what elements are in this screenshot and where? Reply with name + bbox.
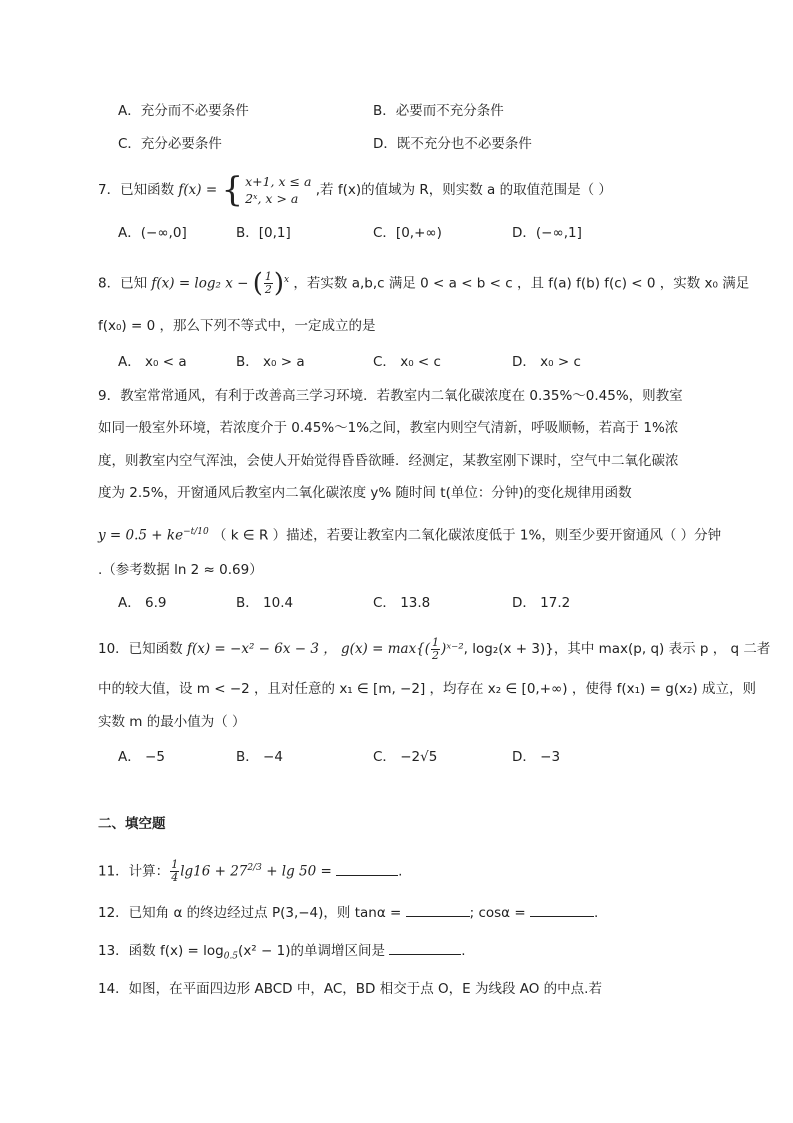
q12-stem xyxy=(98,902,598,923)
q6-option-a: A．充分而不必要条件 xyxy=(118,103,249,119)
q13-stem xyxy=(98,940,466,967)
q7-case-1: x+1, x ≤ a xyxy=(245,174,312,189)
q10-stem xyxy=(98,633,770,665)
q7-prefix: 7．已知函数 xyxy=(98,182,175,198)
q7-brace: { xyxy=(221,170,244,210)
q8-exponent: x xyxy=(284,275,290,285)
q10-line2: 中的较大值，设 m < −2 ，且对任意的 x₁ ∈ [m, −2] ，均存在 x₂ ∈ [0,+∞) ，使得 f(x₁) = g(x₂) 成立，则 xyxy=(98,681,756,697)
q7-stem xyxy=(98,170,612,210)
q7-cases xyxy=(245,173,311,207)
q11-expr2: + lg 50 = xyxy=(266,863,332,880)
q8-line2: f(x₀) = 0 ，那么下列不等式中，一定成立的是 xyxy=(98,318,376,334)
q11-exponent: 2/3 xyxy=(247,863,262,873)
q13-end: . xyxy=(461,943,466,959)
q9-option-c: C． 13.8 xyxy=(373,595,431,611)
q8-fraction: $\frac{1}{2}$ xyxy=(264,270,272,296)
q9-line3: 度，则教室内空气浑浊，会使人开始觉得昏昏欲睡．经测定，某教室刚下课时，空气中二氧化碳浓 xyxy=(98,453,679,469)
q9-option-a: A． 6.9 xyxy=(118,595,167,611)
q9-line2: 如同一般室外环境，若浓度介于 0.45%～1%之间，教室内则空气清新，呼吸顺畅，若高于 1%浓 xyxy=(98,420,679,436)
q9-line4: 度为 2.5%，开窗通风后教室内二氧化碳浓度 y% 随时间 t(单位：分钟)的变化规律用函数 xyxy=(98,485,632,501)
q8-stem: 8．已知 f(x) = log₂ x − ( $\frac{1}{2}$ )$^x$ ，若实数 a,b,c 满足 0 < a < b < c ，且 f(a) f(b) f(c) < 0 ，实数 x₀ 满足 xyxy=(98,268,750,299)
q10-option-c: C． −2√5 xyxy=(373,749,438,765)
q11-prefix: 11．计算： xyxy=(98,863,170,880)
q10-g-fraction: $\frac{1}{2}$ xyxy=(432,635,440,662)
q7-option-a: A．(−∞,0] xyxy=(118,225,187,241)
q9-formula-exponent: −t/10 xyxy=(183,527,209,537)
q9-line1: 9．教室常常通风，有利于改善高三学习环境．若教室内二氧化碳浓度在 0.35%～0.45%，则教室 xyxy=(98,388,683,404)
q9-line5-rest: （ k ∈ R ）描述，若要让教室内二氧化碳浓度低于 1%，则至少要开窗通风（ ）分钟 xyxy=(213,527,722,544)
q8-option-d: D． x₀ > c xyxy=(512,354,581,370)
q9-line5 xyxy=(98,522,721,546)
q8-prefix: 8．已知 xyxy=(98,275,148,292)
q7-option-c: C．[0,+∞) xyxy=(373,225,442,241)
q9-option-b: B． 10.4 xyxy=(236,595,294,611)
q11-end: . xyxy=(398,863,403,880)
q7-option-b: B．[0,1] xyxy=(236,225,291,241)
q9-formula: y = 0.5 + ke xyxy=(98,527,184,544)
q10-option-d: D． −3 xyxy=(512,749,561,765)
q10-line3: 实数 m 的最小值为（ ） xyxy=(98,714,246,730)
q10-prefix: 10．已知函数 xyxy=(98,641,183,657)
q8-option-c: C． x₀ < c xyxy=(373,354,441,370)
q8-option-b: B． x₀ > a xyxy=(236,354,305,370)
q11-fraction: $\frac{1}{4}$ xyxy=(171,858,179,884)
q6-option-d: D．既不充分也不必要条件 xyxy=(373,136,532,152)
q12-end: . xyxy=(593,905,599,921)
q10-g-right: , log₂(x + 3)}，其中 max(p, q) 表示 p ， q 二者 xyxy=(463,641,771,657)
q9-option-d: D． 17.2 xyxy=(512,595,571,611)
q10-option-b: B． −4 xyxy=(236,749,283,765)
q7-suffix: ,若 f(x)的值域为 R，则实数 a 的取值范围是（ ） xyxy=(315,182,612,198)
q13-arg: (x² − 1)的单调增区间是 xyxy=(238,943,385,959)
q11-expr: lg16 + 27 xyxy=(180,863,248,880)
q10-g-exponent: )ˣ⁻² xyxy=(441,641,464,657)
section-heading: 二、填空题 xyxy=(98,816,166,832)
q7-option-d: D．(−∞,1] xyxy=(512,225,582,241)
q11-stem xyxy=(98,848,402,892)
q10-g-left: g(x) = max{( xyxy=(341,641,431,657)
q6-option-b: B．必要而不充分条件 xyxy=(373,103,504,119)
q8-option-a: A． x₀ < a xyxy=(118,354,187,370)
q10-f: f(x) = −x² − 6x − 3 ， xyxy=(186,641,337,657)
q13-answer-blank[interactable] xyxy=(389,940,461,955)
q12-cos-blank[interactable] xyxy=(530,902,594,917)
q8-function: f(x) = log₂ x − xyxy=(151,275,249,292)
q8-suffix: ，若实数 a,b,c 满足 0 < a < b < c ，且 f(a) f(b) f(c) < 0 ，实数 x₀ 满足 xyxy=(293,275,750,292)
q12-mid: ; cosα = xyxy=(469,905,526,921)
q7-function: f(x) = xyxy=(178,182,218,198)
q13-base: 0.5 xyxy=(223,951,239,962)
q11-answer-blank[interactable] xyxy=(336,861,398,876)
q7-case-2: 2ˣ, x > a xyxy=(245,191,299,206)
q13-prefix: 13．函数 f(x) = log xyxy=(98,943,224,959)
q14-stem: 14．如图，在平面四边形 ABCD 中，AC，BD 相交于点 O，E 为线段 AO 的中点.若 xyxy=(98,981,602,997)
q10-option-a: A． −5 xyxy=(118,749,165,765)
q9-line6: .（参考数据 ln 2 ≈ 0.69） xyxy=(98,562,263,578)
q6-option-c: C．充分必要条件 xyxy=(118,136,222,152)
q12-tan-blank[interactable] xyxy=(406,902,470,917)
q12-prefix: 12．已知角 α 的终边经过点 P(3,−4)，则 tanα = xyxy=(98,905,402,921)
